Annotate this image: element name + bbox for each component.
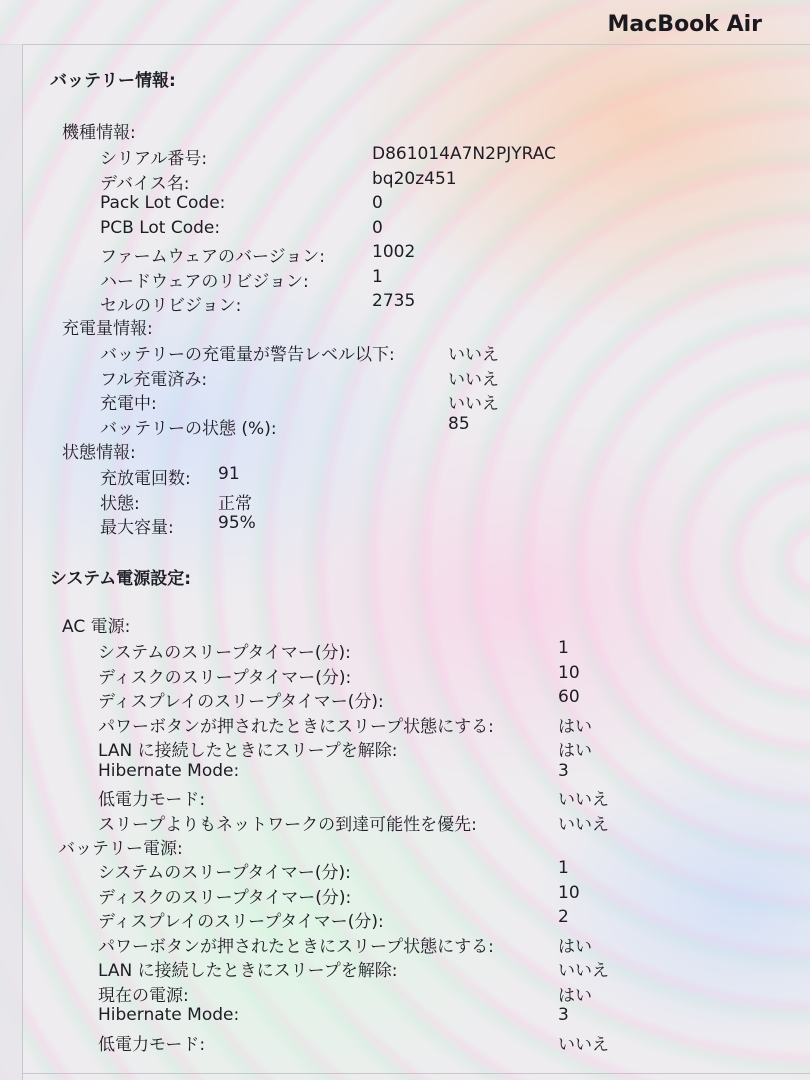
info-value: 10	[558, 882, 580, 903]
info-row	[100, 144, 782, 168]
info-key: セルのリビジョン:	[100, 296, 242, 316]
info-value: 0	[372, 193, 383, 213]
info-key: スリープよりもネットワークの到達可能性を優先:	[98, 814, 477, 835]
info-row	[98, 761, 782, 785]
info-row	[100, 464, 782, 488]
ac-power-label: AC 電源:	[62, 617, 131, 637]
info-value: 0	[372, 217, 383, 238]
info-key: PCB Lot Code:	[100, 217, 221, 238]
info-value: 85	[448, 413, 470, 434]
info-value: いいえ	[448, 394, 499, 414]
info-value: いいえ	[558, 1034, 609, 1055]
info-value: 95%	[218, 513, 256, 533]
info-row	[100, 414, 782, 438]
info-row	[100, 291, 782, 315]
info-key: 最大容量:	[100, 518, 174, 538]
battery-power-label: バッテリー電源:	[58, 839, 183, 859]
info-row	[98, 810, 782, 834]
info-key: ディスクのスリープタイマー(分):	[98, 887, 352, 908]
info-key: ディスプレイのスリープタイマー(分):	[98, 692, 384, 712]
info-key: フル充電済み:	[100, 369, 208, 390]
info-key: パワーボタンが押されたときにスリープ状態にする:	[98, 716, 494, 737]
info-value: 1002	[372, 242, 416, 262]
info-value: いいえ	[558, 790, 609, 810]
window-title: MacBook Air	[607, 12, 762, 37]
bottom-divider	[22, 1073, 810, 1074]
info-value: いいえ	[558, 814, 609, 835]
info-key: シリアル番号:	[100, 149, 208, 169]
info-row	[98, 907, 782, 931]
info-key: ディスプレイのスリープタイマー(分):	[98, 912, 384, 932]
charge-info-label: 充電量情報:	[62, 319, 153, 339]
info-value: はい	[558, 936, 592, 957]
info-key: パワーボタンが押されたときにスリープ状態にする:	[98, 936, 494, 957]
detail-panel	[22, 44, 810, 1080]
info-row	[100, 242, 782, 266]
info-row	[100, 218, 782, 242]
info-row	[98, 1005, 782, 1029]
info-value: はい	[558, 716, 592, 737]
info-row	[98, 883, 782, 907]
info-key: LAN に接続したときにスリープを解除:	[98, 961, 398, 981]
info-key: 充放電回数:	[100, 469, 191, 489]
info-key: Hibernate Mode:	[98, 1005, 240, 1025]
info-row	[98, 956, 782, 980]
info-value: 1	[372, 266, 383, 287]
info-row	[98, 858, 782, 882]
info-row	[100, 489, 782, 513]
info-key: ディスクのスリープタイマー(分):	[98, 667, 352, 688]
info-row	[98, 981, 782, 1005]
info-value: いいえ	[448, 345, 499, 365]
info-key: Pack Lot Code:	[100, 193, 226, 213]
info-row	[100, 389, 782, 413]
info-key: バッテリーの充電量が警告レベル以下:	[100, 345, 395, 365]
info-row	[98, 1030, 782, 1054]
info-key: バッテリーの状態 (%):	[100, 418, 277, 439]
info-value: いいえ	[448, 369, 499, 390]
info-row	[98, 785, 782, 809]
info-key: 低電力モード:	[98, 790, 206, 810]
power-settings-heading: システム電源設定:	[50, 569, 192, 589]
info-key: LAN に接続したときにスリープを解除:	[98, 741, 398, 761]
info-row	[98, 736, 782, 760]
info-key: 状態:	[100, 493, 140, 514]
info-value: 1	[558, 638, 569, 658]
info-value: 2735	[372, 291, 416, 311]
info-row	[100, 365, 782, 389]
info-value: はい	[558, 985, 592, 1006]
info-value: 正常	[218, 493, 252, 514]
info-value: 91	[218, 464, 240, 484]
info-value: 60	[558, 687, 580, 707]
info-key: ファームウェアのバージョン:	[100, 247, 326, 267]
info-key: システムのスリープタイマー(分):	[98, 863, 351, 883]
info-row	[98, 638, 782, 662]
model-info-label: 機種情報:	[62, 123, 136, 143]
info-key: デバイス名:	[100, 173, 190, 194]
info-value: はい	[558, 741, 592, 761]
info-row	[98, 687, 782, 711]
info-row	[98, 663, 782, 687]
info-row	[100, 513, 782, 537]
info-value: 10	[558, 662, 580, 683]
info-key: 低電力モード:	[98, 1034, 206, 1055]
info-key: システムのスリープタイマー(分):	[98, 643, 351, 663]
info-value: 3	[558, 760, 569, 781]
info-row	[100, 340, 782, 364]
health-info-label: 状態情報:	[62, 443, 136, 463]
info-row	[100, 267, 782, 291]
info-key: 現在の電源:	[98, 985, 189, 1006]
info-value: 2	[558, 907, 569, 927]
info-key: Hibernate Mode:	[98, 760, 240, 781]
info-key: ハードウェアのリビジョン:	[100, 271, 309, 292]
info-row	[100, 193, 782, 217]
info-value: いいえ	[558, 961, 609, 981]
window-titlebar	[0, 0, 810, 45]
info-row	[100, 169, 782, 193]
info-value: bq20z451	[372, 168, 457, 189]
battery-info-heading: バッテリー情報:	[50, 71, 176, 91]
sidebar-edge	[0, 44, 23, 1080]
info-value: D861014A7N2PJYRAC	[372, 144, 556, 164]
info-row	[98, 932, 782, 956]
info-row	[98, 712, 782, 736]
info-value: 3	[558, 1005, 569, 1025]
info-key: 充電中:	[100, 394, 157, 414]
info-value: 1	[558, 858, 569, 878]
